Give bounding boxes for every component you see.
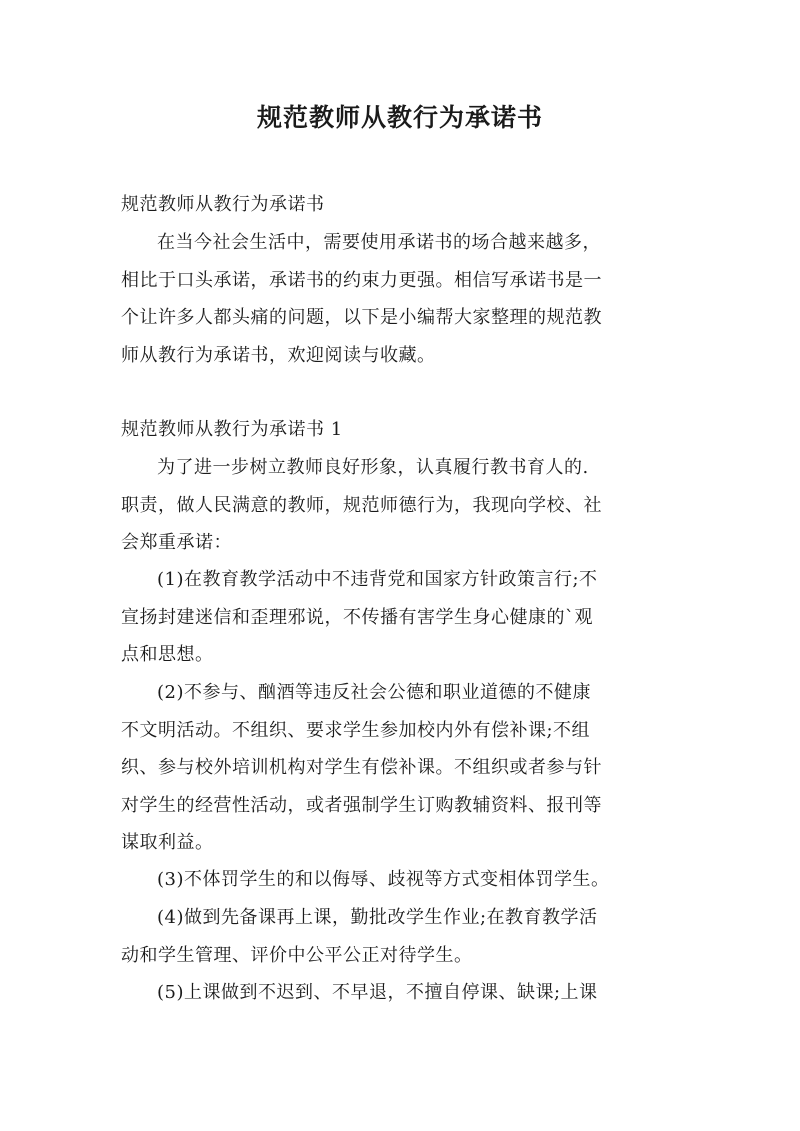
intro-line: 在当今社会生活中，需要使用承诺书的场合越来越多， (157, 232, 601, 253)
item-line: (5)上课做到不迟到、不早退，不擅自停课、缺课;上课 (157, 982, 598, 1003)
item-line: (4)做到先备课再上课，勤批改学生作业;在教育教学活 (157, 907, 598, 928)
section-intro-paragraph (121, 449, 689, 562)
intro-paragraph (121, 224, 689, 374)
section-heading-block (121, 411, 689, 449)
intro-line: 相比于口头承诺，承诺书的约束力更强。相信写承诺书是一 (121, 269, 602, 291)
intro-line: 个让许多人都头痛的问题，以下是小编帮大家整理的规范教 (121, 307, 602, 328)
document-title: 规范教师从教行为承诺书 (256, 103, 543, 132)
intro-heading-block (121, 186, 689, 224)
item-line: 对学生的经营性活动，或者强制学生订购教辅资料、报刊等 (121, 794, 602, 816)
item-line: 织、参与校外培训机构对学生有偿补课。不组织或者参与针 (121, 757, 602, 778)
commitment-item-2 (121, 674, 689, 862)
item-line: (1)在教育教学活动中不违背党和国家方针政策言行;不 (157, 569, 598, 590)
item-line: 谋取利益。 (121, 832, 214, 853)
item-line: 宣扬封建迷信和歪理邪说，不传播有害学生身心健康的`观 (121, 606, 593, 628)
commitment-item-1 (121, 561, 689, 674)
section-intro-line: 为了进一步树立教师良好形象，认真履行教书育人的. (157, 457, 589, 478)
commitment-item-4 (121, 899, 689, 974)
intro-heading: 规范教师从教行为承诺书 (121, 194, 325, 215)
commitment-item-3 (121, 861, 689, 899)
section-heading: 规范教师从教行为承诺书 1 (121, 419, 343, 440)
commitment-item-5 (121, 974, 689, 1012)
item-line: (2)不参与、酗酒等违反社会公德和职业道德的不健康 (157, 682, 591, 703)
intro-line: 师从教行为承诺书，欢迎阅读与收藏。 (121, 344, 436, 366)
item-line: (3)不体罚学生的和以侮辱、歧视等方式变相体罚学生。 (157, 869, 610, 890)
section-intro-line: 会郑重承诺： (121, 532, 232, 553)
section-intro-line: 职责，做人民满意的教师，规范师德行为，我现向学校、社 (121, 494, 602, 516)
item-line: 点和思想。 (121, 644, 214, 665)
item-line: 不文明活动。不组织、要求学生参加校内外有偿补课;不组 (121, 719, 591, 741)
item-line: 动和学生管理、评价中公平公正对待学生。 (121, 944, 473, 966)
